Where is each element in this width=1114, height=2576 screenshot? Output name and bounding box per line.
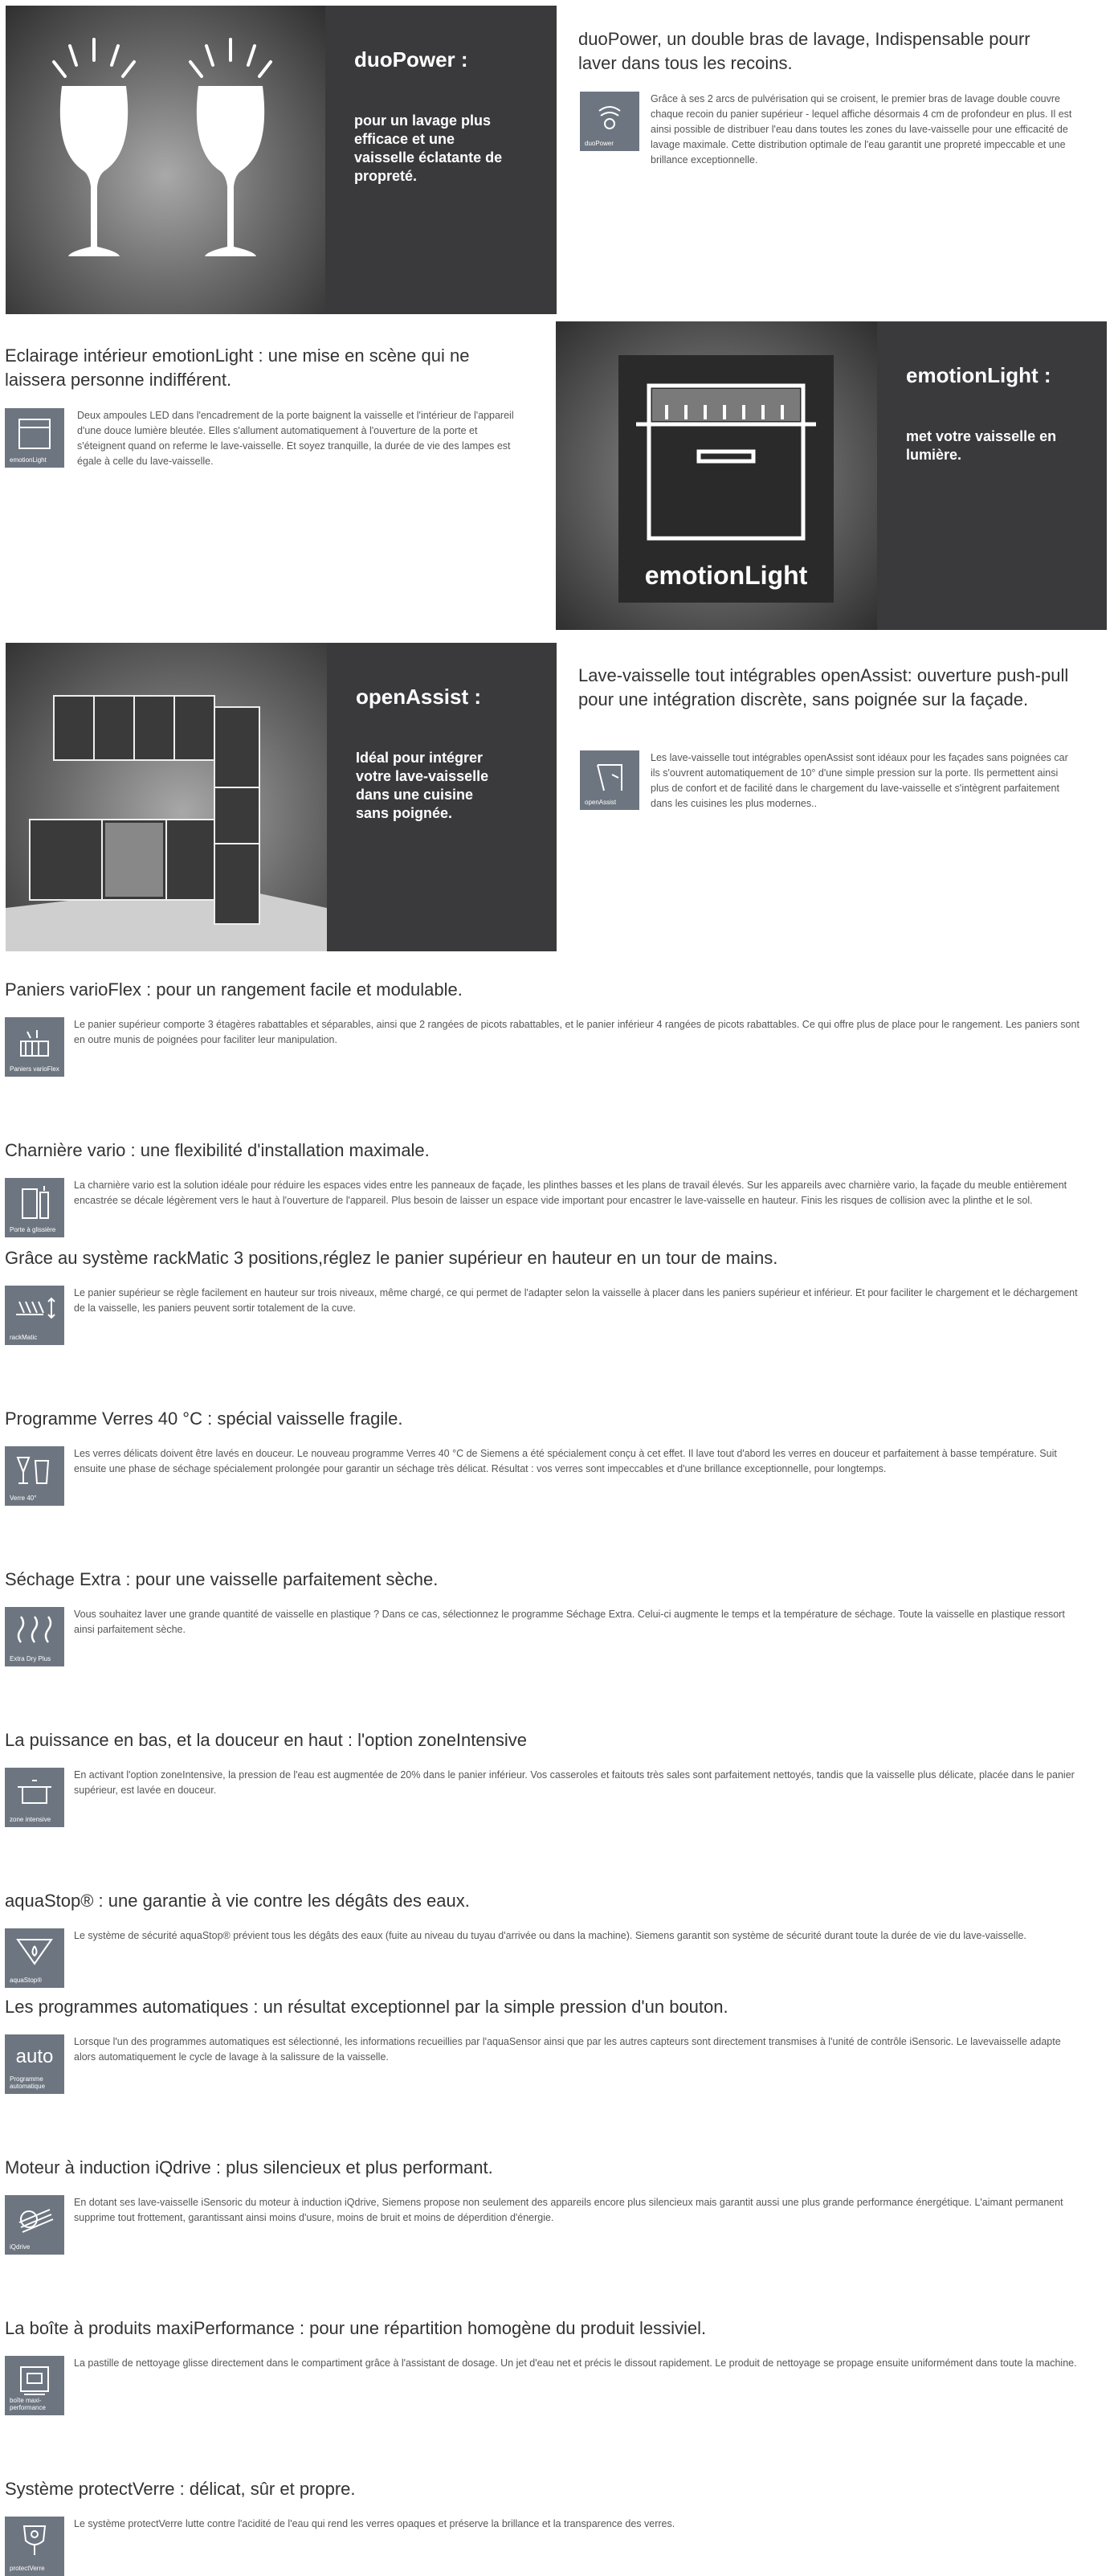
feature-title: La puissance en bas, et la douceur en haut : l'option zoneIntensive: [5, 1730, 527, 1750]
feature-icon-label: iQdrive: [10, 2243, 31, 2251]
kitchen-icon: [6, 643, 327, 951]
feature-description: En dotant ses lave-vaisselle iSensoric du moteur à induction iQdrive, Siemens propose non seulement des appareils encore plus silencieux mais garantit aussi une plus grande performance énergétique. L'aimant permanent supprime tout frottement, garantissant ainsi moins d'usure, moins de bruit et moins de déperdition d'énergie.: [74, 2197, 1063, 2223]
feature-icon: [5, 1286, 64, 1345]
openassist-image: [6, 643, 327, 951]
wine-glasses-icon: [6, 6, 325, 314]
feature-icon-label: rackMatic: [10, 1334, 38, 1341]
feature-title: Séchage Extra : pour une vaisselle parfaitement sèche.: [5, 1569, 439, 1589]
duopower-hero: [6, 6, 557, 314]
feature-icon-label: Porte à glissière: [10, 1226, 56, 1233]
feature-title: Les programmes automatiques : un résultat exceptionnel par la simple pression d'un bouton.: [5, 1997, 728, 2017]
duopower-panel: [325, 6, 557, 314]
feature-title: Moteur à induction iQdrive : plus silencieux et plus performant.: [5, 2157, 493, 2177]
openassist-panel-text: Idéal pour intégrer votre lave-vaisselle dans une cuisine sans poignée.: [356, 750, 489, 821]
duopower-title: duoPower, un double bras de lavage, Indispensable pourr laver dans tous les recoins.: [578, 29, 1030, 73]
duopower-panel-text: pour un lavage plus efficace et une vaisselle éclatante de propreté.: [354, 112, 503, 184]
feature-description: La charnière vario est la solution idéale pour réduire les espaces vides entre les panneaux de façade, les plinthes basses et les plans de travail élevés. Sur les appareils avec charnière vario, la façade du meuble entièrement encastrée se décale légèrement vers le haut à l'ouverture de l'appareil. Plus besoin de laisser un espace vide important pour encastrer le lave-vaisselle en hauteur. Finis les risques de collision avec la plinthe et le sol.: [74, 1180, 1067, 1206]
duopower-image: [6, 6, 325, 314]
feature-description: Le panier supérieur se règle facilement en hauteur sur trois niveaux, même chargé, ce qui permet de l'adapter selon la vaisselle à placer dans les paniers supérieur et inférieur. Et pour faciliter le chargement et le déchargement de la vaisselle, les paniers peuvent sortir totalement de la cuve.: [74, 1287, 1078, 1314]
feature-icon-label: boîte maxi-performance: [10, 2397, 46, 2411]
feature-icon-label: Verre 40°: [10, 1494, 37, 1502]
feature-icon: [5, 1607, 64, 1666]
feature-description: Le système de sécurité aquaStop® prévient tous les dégâts des eaux (fuite au niveau du tuyau d'arrivée ou dans la machine). Siemens garantit son système de sécurité durant toute la durée de vie du lave-vaisselle.: [74, 1930, 1026, 1941]
feature-title: Programme Verres 40 °C : spécial vaisselle fragile.: [5, 1409, 403, 1429]
feature-icon-label: Extra Dry Plus: [10, 1655, 51, 1662]
emotionlight-image: [556, 321, 877, 630]
openassist-panel: [327, 643, 557, 951]
feature-title: Grâce au système rackMatic 3 positions,réglez le panier supérieur en hauteur en un tour de mains.: [5, 1248, 778, 1268]
feature-icon-label: Programme automatique: [10, 2075, 46, 2090]
feature-description: En activant l'option zoneIntensive, la pression de l'eau est augmentée de 20% dans le panier inférieur. Vos casseroles et faitouts très sales sont parfaitement nettoyés, tandis que la vaisselle plus délicate, placée dans le panier supérieur, est lavée en douceur.: [74, 1769, 1075, 1796]
feature-description: Les verres délicats doivent être lavés en douceur. Le nouveau programme Verres 40 °C de Siemens a été spécialement conçu à cet effet. Il lave tout d'abord les verres en douceur et parfaitement à basse température. Suit ensuite une phase de séchage spécialement prolongée pour garantir un séchage très délicat. Résultat : vos verres sont impeccables et d'une brillance exceptionnelle, pour longtemps.: [74, 1448, 1057, 1474]
feature-description: La pastille de nettoyage glisse directement dans le compartiment grâce à l'assistant de dosage. Un jet d'eau net et précis le dissout rapidement. Le produit de nettoyage se propage ensuite uniformément dans toute la machine.: [74, 2357, 1077, 2369]
openassist-panel-title: openAssist :: [356, 685, 482, 709]
openassist-description: Les lave-vaisselle tout intégrables openAssist sont idéaux pour les façades sans poignées car ils s'ouvrent automatiquement de 10° d'une simple pression sur la porte. Ils permettent ainsi plus de confort et de facilité dans le chargement du lave-vaisselle et s'intègrent parfaitement dans les cuisines les plus modernes..: [651, 752, 1068, 809]
feature-icon-label: Paniers varioFlex: [10, 1065, 59, 1073]
emotionlight-panel: [877, 321, 1107, 630]
emotionlight-icon-label: emotionLight: [10, 456, 47, 464]
feature-icon: [5, 1928, 64, 1988]
emotionlight-panel-title: emotionLight :: [906, 363, 1051, 387]
emotionlight-panel-text: met votre vaisselle en lumière.: [906, 428, 1057, 463]
emotionlight-title: Eclairage intérieur emotionLight : une mise en scène qui ne laissera personne indifférent.: [5, 346, 470, 390]
duopower-panel-title: duoPower :: [354, 47, 468, 72]
feature-description: Le panier supérieur comporte 3 étagères rabattables et séparables, ainsi que 2 rangées de picots rabattables, et le panier inférieur 4 rangées de picots rabattables. Ce qui offre plus de place pour le rangement. Les paniers sont en outre munis de poignées pour faciliter leur manipulation.: [74, 1019, 1079, 1045]
duopower-icon: [580, 92, 639, 151]
auto-icon-text: auto: [15, 2046, 54, 2067]
emotionlight-icon: [5, 408, 64, 468]
feature-title: Système protectVerre : délicat, sûr et propre.: [5, 2479, 356, 2499]
feature-description: Le système protectVerre lutte contre l'acidité de l'eau qui rend les verres opaques et préserve la brillance et la transparence des verres.: [74, 2518, 675, 2529]
feature-title: Paniers varioFlex : pour un rangement facile et modulable.: [5, 979, 463, 1000]
emotionlight-dishwasher-box: [618, 355, 834, 603]
feature-title: Charnière vario : une flexibilité d'installation maximale.: [5, 1140, 430, 1160]
openassist-icon-label: openAssist: [585, 799, 617, 806]
openassist-hero: [6, 643, 557, 951]
feature-icon: [5, 1446, 64, 1506]
openassist-title: Lave-vaisselle tout intégrables openAssist: ouverture push-pull pour une intégration discrète, sans poignée sur la façade.: [578, 665, 1069, 709]
duopower-icon-label: duoPower: [585, 140, 614, 147]
emotionlight-image-word: emotionLight: [644, 561, 808, 590]
feature-icon: [5, 1178, 64, 1237]
feature-icon: [5, 2517, 64, 2576]
feature-description: Lorsque l'un des programmes automatiques est sélectionné, les informations recueillies par l'aquaSensor ainsi que par les autres capteurs sont directement transmises à l'unité de contrôle iSensoric. Le lavevaisselle adapte alors automatiquement le cycle de lavage à la salissure de la vaisselle.: [74, 2036, 1061, 2063]
feature-icon: [5, 2034, 64, 2094]
feature-icon-label: zone intensive: [10, 1816, 51, 1823]
openassist-icon: [580, 750, 639, 810]
feature-icon: [5, 1768, 64, 1827]
feature-icon: [5, 2195, 64, 2255]
feature-title: La boîte à produits maxiPerformance : pour une répartition homogène du produit lessiviel.: [5, 2318, 707, 2338]
feature-icon-label: aquaStop®: [10, 1977, 43, 1984]
feature-icon: [5, 2356, 64, 2415]
feature-description: Vous souhaitez laver une grande quantité de vaisselle en plastique ? Dans ce cas, sélectionnez le programme Séchage Extra. Celui-ci augmente le temps et la température de séchage. Toute la vaisselle en plastique ressort ainsi parfaitement sèche.: [74, 1609, 1065, 1635]
feature-title: aquaStop® : une garantie à vie contre les dégâts des eaux.: [5, 1891, 470, 1911]
emotionlight-hero: [556, 321, 1107, 630]
emotionlight-description: Deux ampoules LED dans l'encadrement de la porte baignent la vaisselle et l'intérieur de l'appareil d'une douce lumière bleutée. Elles s'allument automatiquement à l'ouverture de la porte et s'éteignent quand on referme le lave-vaisselle. Et soyez tranquille, la durée de vie des lampes est égale à celle du lave-vaisselle.: [77, 410, 514, 467]
feature-icon-label: protectVerre: [10, 2565, 45, 2572]
duopower-description: Grâce à ses 2 arcs de pulvérisation qui se croisent, le premier bras de lavage double couvre chaque recoin du panier supérieur - lequel affiche désormais 4 cm de profondeur en plus. Il est ainsi possible de distribuer l'eau dans toutes les zones du lave-vaisselle pour une efficacité de lavage maximale. Cette distribution optimale de l'eau garantit une propreté impeccable et une brillance exceptionnelle.: [651, 93, 1072, 166]
feature-icon: [5, 1017, 64, 1077]
